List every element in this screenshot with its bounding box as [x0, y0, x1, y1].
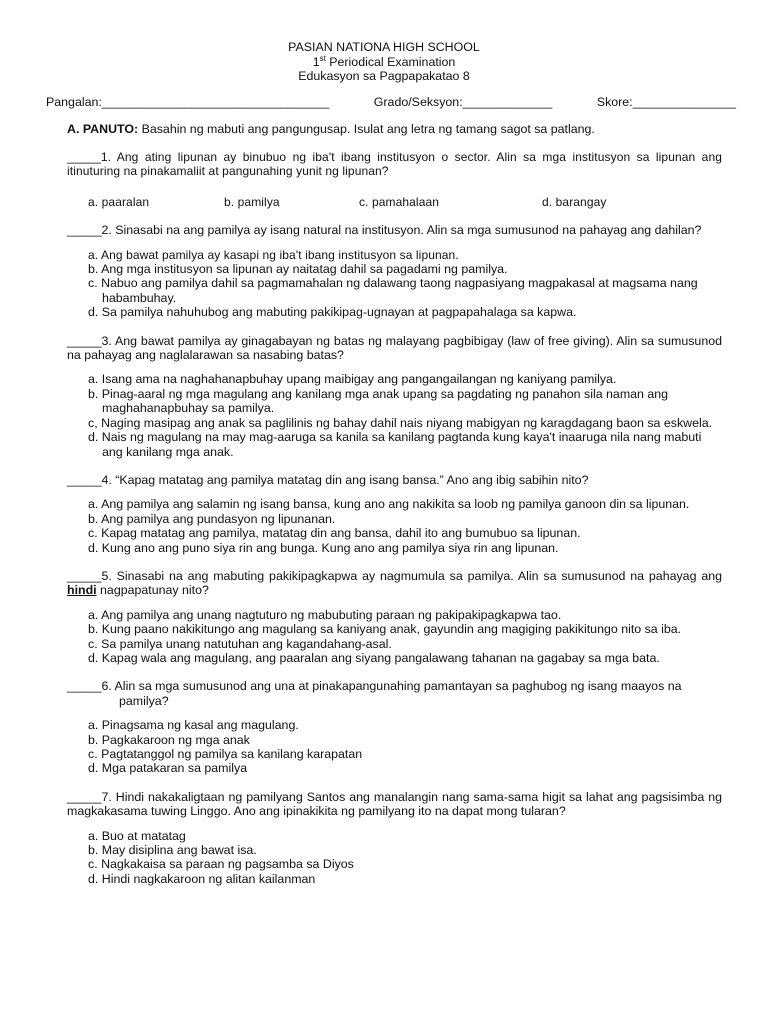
- question-emphasis: hindi: [67, 583, 97, 598]
- option-c: c. Sa pamilya unang natutuhan ang kagandahang-asal.: [88, 636, 392, 651]
- exam-title-text: Periodical Examination: [325, 54, 456, 69]
- option-b: b. Pagkakaroon ng mga anak: [88, 732, 250, 747]
- option-b: b. Ang mga institusyon sa lipunan ay naitatag dahil sa pagadami ng pamilya.: [88, 262, 508, 277]
- option-list: [67, 829, 722, 887]
- option-a: a. Buo at matatag: [88, 828, 186, 843]
- option-c: c. Kapag matatag ang pamilya, matatag din ang bansa, dahil ito ang bumubuo sa lipunan.: [88, 526, 581, 541]
- question-list: [67, 150, 722, 893]
- question-4: [67, 473, 722, 555]
- question-text: _____7. Hindi nakakaligtaan ng pamilyang Santos ang manalangin nang sama-sama higit sa lahat ang pagsisimba ng magkakasama tuwing Linggo. Ano ang ipinakikita ng pamilyang ito na dapat mong tularan?: [67, 789, 722, 819]
- instructions-text: Basahin ng mabuti ang pangungusap. Isulat ang letra ng tamang sagot sa patlang.: [138, 122, 595, 136]
- option-d: d. Kapag wala ang magulang, ang paaralan ang siyang pangalawang tahanan na gagabay sa mga bata.: [88, 650, 660, 665]
- exam-ordinal-suffix: st: [319, 53, 326, 63]
- exam-title: [0, 55, 768, 70]
- option-list: [67, 248, 722, 320]
- score-field[interactable]: Skore:_______________: [596, 95, 736, 109]
- question-text: _____3. Ang bawat pamilya ay ginagabayan ng batas ng malayang pagbibigay (law of free giving). Alin sa sumusunod na pahayag ang naglalarawan sa nasabing batas?: [67, 333, 722, 363]
- option-d: d. Hindi nagkakaroon ng alitan kailanman: [88, 871, 316, 886]
- option-a: a. Ang pamilya ang unang nagtuturo ng mabubuting paraan ng pakipakipagkapwa tao.: [88, 607, 562, 622]
- question-text: _____4. “Kapag matatag ang pamilya matatag din ang isang bansa.” Ano ang ibig sabihin nito?: [67, 472, 589, 487]
- option-b: b. Pinag-aaral ng mga magulang ang kanilang mga anak upang sa pagdating ng panahon sila naman ang maghahanapbuhay sa pamilya.: [88, 386, 669, 416]
- option-list: [67, 372, 722, 458]
- question-text: _____6. Alin sa mga sumusunod ang una at pinakapangunahing pamantayan sa paghubog ng isang maayos na pamilya?: [67, 679, 682, 708]
- option-d: d. Mga patakaran sa pamilya: [88, 761, 248, 776]
- option-list: [67, 497, 722, 555]
- option-c: c. pamahalaan: [359, 194, 440, 209]
- option-b: b. Ang pamilya ang pundasyon ng lipunanan.: [88, 511, 336, 526]
- option-b: b. Kung paano nakikitungo ang magulang sa kaniyang anak, gayundin ang magiging pakikitungo nito sa iba.: [88, 622, 682, 637]
- question-1: [67, 150, 722, 209]
- option-list: [67, 718, 722, 776]
- question-text: [67, 569, 722, 598]
- question-text-before: _____5. Sinasabi na ang mabuting pakikipagkapwa ay nagmumula sa pamilya. Alin sa sumusunod na pahayag ang: [67, 568, 722, 583]
- option-a: a. Ang bawat pamilya ay kasapi ng iba't ibang institusyon sa lipunan.: [88, 247, 459, 262]
- question-text: _____1. Ang ating lipunan ay binubuo ng iba't ibang institusyon o sector. Alin sa mga institusyon sa lipunan ang itinuturing na pinakamaliit at pangunahing yunit ng lipunan?: [67, 150, 722, 179]
- question-5: [67, 569, 722, 665]
- exam-header: [0, 40, 768, 84]
- option-a: a. paaralan: [88, 194, 150, 209]
- question-3: [67, 334, 722, 459]
- question-6: [67, 679, 722, 775]
- option-c: c, Naging masipag ang anak sa paglilinis ng bahay dahil nais niyang mabigyan ng karagdagang baon sa eskwela.: [88, 415, 713, 430]
- question-text: _____2. Sinasabi na ang pamilya ay isang natural na institusyon. Alin sa mga sumusunod na pahayag ang dahilan?: [67, 223, 702, 238]
- student-info-row: [46, 95, 736, 109]
- option-a: a. Isang ama na naghahanapbuhay upang maibigay ang pangangailangan ng kaniyang pamilya.: [88, 372, 617, 387]
- question-text-after: nagpapatunay nito?: [96, 583, 209, 598]
- question-2: [67, 223, 722, 319]
- option-a: a. Ang pamilya ang salamin ng isang bansa, kung ano ang nakikita sa loob ng pamilya ganoon din sa lipunan.: [88, 497, 690, 512]
- option-d: d. barangay: [542, 194, 607, 209]
- instructions: [67, 122, 595, 136]
- grade-section-field[interactable]: Grado/Seksyon:_____________: [373, 95, 553, 109]
- option-d: d. Kung ano ang puno siya rin ang bunga. Kung ano ang pamilya siya rin ang lipunan.: [88, 540, 559, 555]
- option-d: d. Sa pamilya nahuhubog ang mabuting pakikipag-ugnayan at pagpapahalaga sa kapwa.: [88, 305, 577, 320]
- school-name: PASIAN NATIONA HIGH SCHOOL: [288, 40, 480, 54]
- option-c: c. Nagkakaisa sa paraan ng pagsamba sa Diyos: [88, 857, 354, 872]
- option-c: c. Pagtatanggol ng pamilya sa kanilang karapatan: [88, 747, 363, 761]
- option-b: b. pamilya: [224, 194, 280, 209]
- question-7: [67, 790, 722, 886]
- instructions-label: A. PANUTO:: [67, 122, 139, 136]
- exam-ordinal: 1: [312, 54, 320, 69]
- subject-name: Edukasyon sa Pagpapakatao 8: [298, 69, 470, 83]
- option-d: d. Nais ng magulang na may mag-aaruga sa kanila sa kanilang pagtanda kung kaya't inaaruga nila nang mabuti ang kanilang mga anak.: [88, 430, 702, 459]
- option-c: c. Nabuo ang pamilya dahil sa pagmamahalan ng dalawang taong nagpasiyang magpakasal at magsama nang habambuhay.: [88, 276, 698, 305]
- option-list: [67, 608, 722, 666]
- option-a: a. Pinagsama ng kasal ang magulang.: [88, 718, 299, 733]
- name-field[interactable]: Pangalan:_________________________________: [46, 95, 330, 109]
- option-list: [67, 195, 722, 209]
- option-b: b. May disiplina ang bawat isa.: [88, 843, 257, 858]
